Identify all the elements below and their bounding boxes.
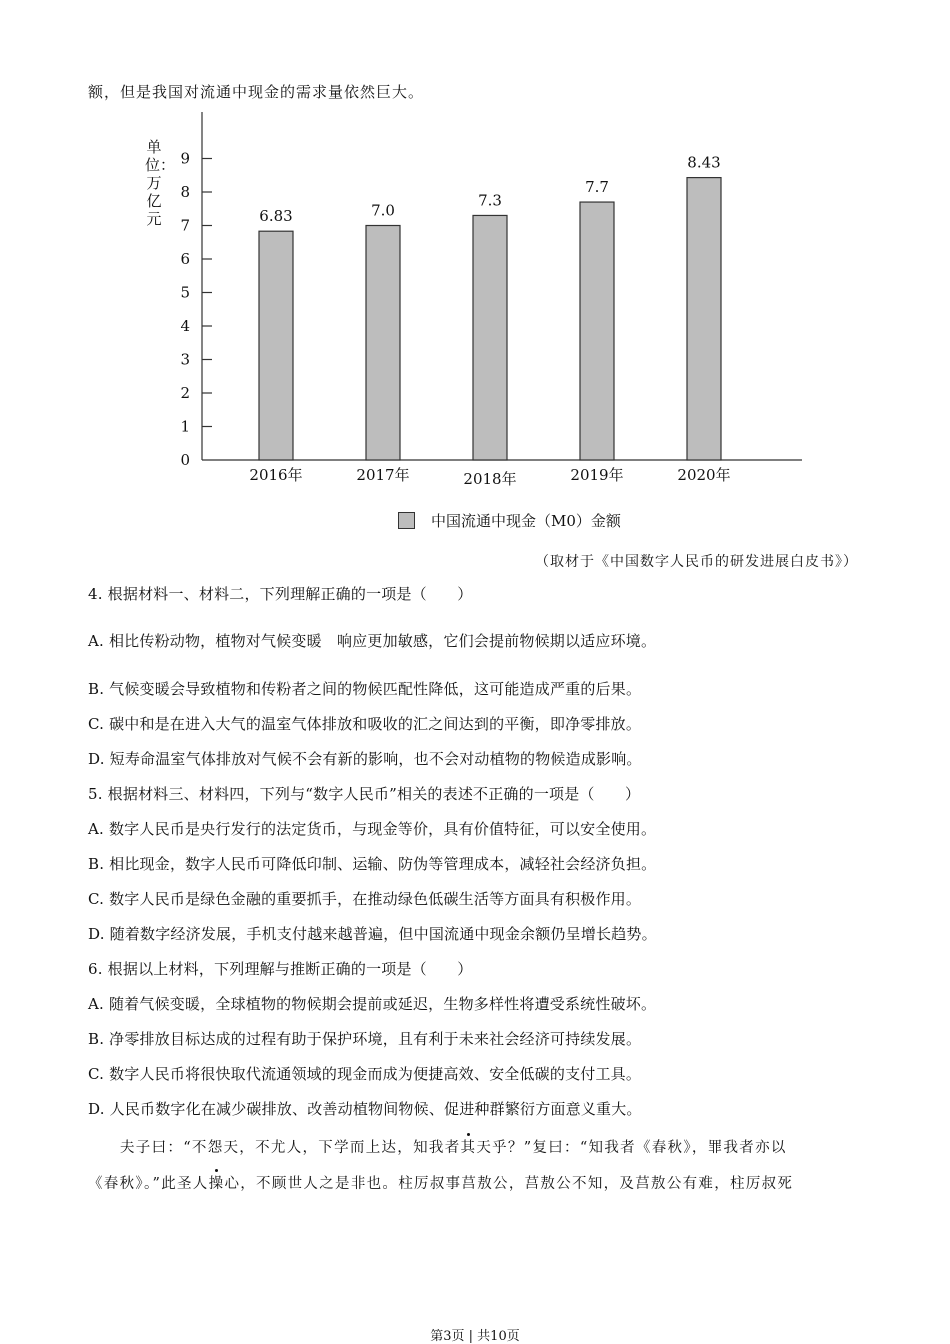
question-5-option-d: D. 随着数字经济发展，手机支付越来越普遍，但中国流通中现金余额仍呈增长趋势。 bbox=[88, 925, 657, 943]
bar-value-label: 7.7 bbox=[585, 178, 609, 197]
x-category-label: 2020年 bbox=[677, 466, 731, 484]
bar-chart bbox=[140, 110, 810, 495]
y-tick-label: 3 bbox=[180, 350, 190, 369]
bar-value-label: 8.43 bbox=[687, 153, 721, 172]
question-6-option-a: A. 随着气候变暖，全球植物的物候期会提前或延迟，生物多样性将遭受系统性破坏。 bbox=[88, 995, 657, 1013]
classical-text-line-1 bbox=[120, 1136, 787, 1157]
question-5-option-b: B. 相比现金，数字人民币可降低印制、运输、防伪等管理成本，减轻社会经济负担。 bbox=[88, 855, 657, 873]
question-4-option-a: A. 相比传粉动物，植物对气候变暖 响应更加敏感，它们会提前物候期以适应环境。 bbox=[88, 632, 657, 650]
intro-text: 额，但是我国对流通中现金的需求量依然巨大。 bbox=[88, 83, 425, 101]
question-6-option-d: D. 人民币数字化在减少碳排放、改善动植物间物候、促进种群繁衍方面意义重大。 bbox=[88, 1100, 642, 1118]
bar-value-label: 7.3 bbox=[478, 191, 502, 210]
y-tick-label: 9 bbox=[180, 149, 190, 168]
bar bbox=[687, 178, 721, 460]
question-6-option-c: C. 数字人民币将很快取代流通领域的现金而成为便捷高效、安全低碳的支付工具。 bbox=[88, 1065, 642, 1083]
x-category-label: 2018年 bbox=[463, 470, 517, 488]
source-citation: （取材于《中国数字人民币的研发进展白皮书》） bbox=[535, 554, 858, 570]
emphasis-dot-char: 其 bbox=[461, 1136, 477, 1157]
emphasis-dot-char: 操 bbox=[209, 1172, 225, 1193]
y-tick-label: 7 bbox=[180, 216, 190, 235]
question-5-stem: 5. 根据材料三、材料四，下列与“数字人民币”相关的表述不正确的一项是（ ） bbox=[88, 785, 641, 803]
y-tick-label: 4 bbox=[180, 317, 190, 335]
question-4-stem: 4. 根据材料一、材料二，下列理解正确的一项是（ ） bbox=[88, 585, 473, 603]
legend-swatch bbox=[398, 512, 415, 529]
question-5-option-a: A. 数字人民币是央行发行的法定货币，与现金等价，具有价值特征，可以安全使用。 bbox=[88, 820, 657, 838]
bar-value-label: 6.83 bbox=[259, 207, 293, 226]
bar bbox=[259, 231, 293, 460]
question-4-option-d: D. 短寿命温室气体排放对气候不会有新的影响，也不会对动植物的物候造成影响。 bbox=[88, 750, 642, 768]
bar bbox=[580, 202, 614, 460]
classical-line-2-part-b: 心，不顾世人之是非也。柱厉叔事莒敖公，莒敖公不知，及莒敖公有难，柱厉叔死 bbox=[224, 1176, 794, 1192]
y-tick-label: 8 bbox=[180, 183, 190, 201]
y-tick-label: 1 bbox=[180, 417, 190, 436]
classical-line-1-part-b: 天乎？”复曰：“知我者《春秋》，罪我者亦以 bbox=[476, 1140, 787, 1156]
question-5-option-c: C. 数字人民币是绿色金融的重要抓手，在推动绿色低碳生活等方面具有积极作用。 bbox=[88, 890, 642, 908]
bar bbox=[366, 226, 400, 461]
legend-label: 中国流通中现金（M0）金额 bbox=[431, 512, 621, 530]
x-category-label: 2019年 bbox=[570, 466, 624, 484]
classical-line-1-part-a: 夫子曰：“不怨天，不尤人，下学而上达，知我者 bbox=[120, 1140, 461, 1156]
bar bbox=[473, 215, 507, 460]
y-tick-label: 2 bbox=[180, 384, 190, 402]
page-footer: 第3页 | 共10页 bbox=[430, 1329, 520, 1344]
y-tick-label: 5 bbox=[180, 283, 190, 302]
question-4-option-c: C. 碳中和是在进入大气的温室气体排放和吸收的汇之间达到的平衡，即净零排放。 bbox=[88, 715, 642, 733]
classical-line-2-part-a: 《春秋》。”此圣人 bbox=[88, 1176, 209, 1192]
question-6-option-b: B. 净零排放目标达成的过程有助于保护环境，且有利于未来社会经济可持续发展。 bbox=[88, 1030, 642, 1048]
y-tick-label: 0 bbox=[180, 451, 190, 469]
question-6-stem: 6. 根据以上材料，下列理解与推断正确的一项是（ ） bbox=[88, 960, 473, 978]
x-category-label: 2016年 bbox=[249, 466, 303, 484]
chart-legend bbox=[398, 510, 621, 531]
question-4-option-b: B. 气候变暖会导致植物和传粉者之间的物候匹配性降低，这可能造成严重的后果。 bbox=[88, 680, 642, 698]
y-tick-label: 6 bbox=[180, 250, 190, 268]
x-category-label: 2017年 bbox=[356, 466, 410, 484]
classical-text-line-2 bbox=[88, 1172, 793, 1193]
chart-y-axis-label: 单位：万亿元 bbox=[145, 138, 176, 228]
bar-value-label: 7.0 bbox=[371, 201, 395, 220]
